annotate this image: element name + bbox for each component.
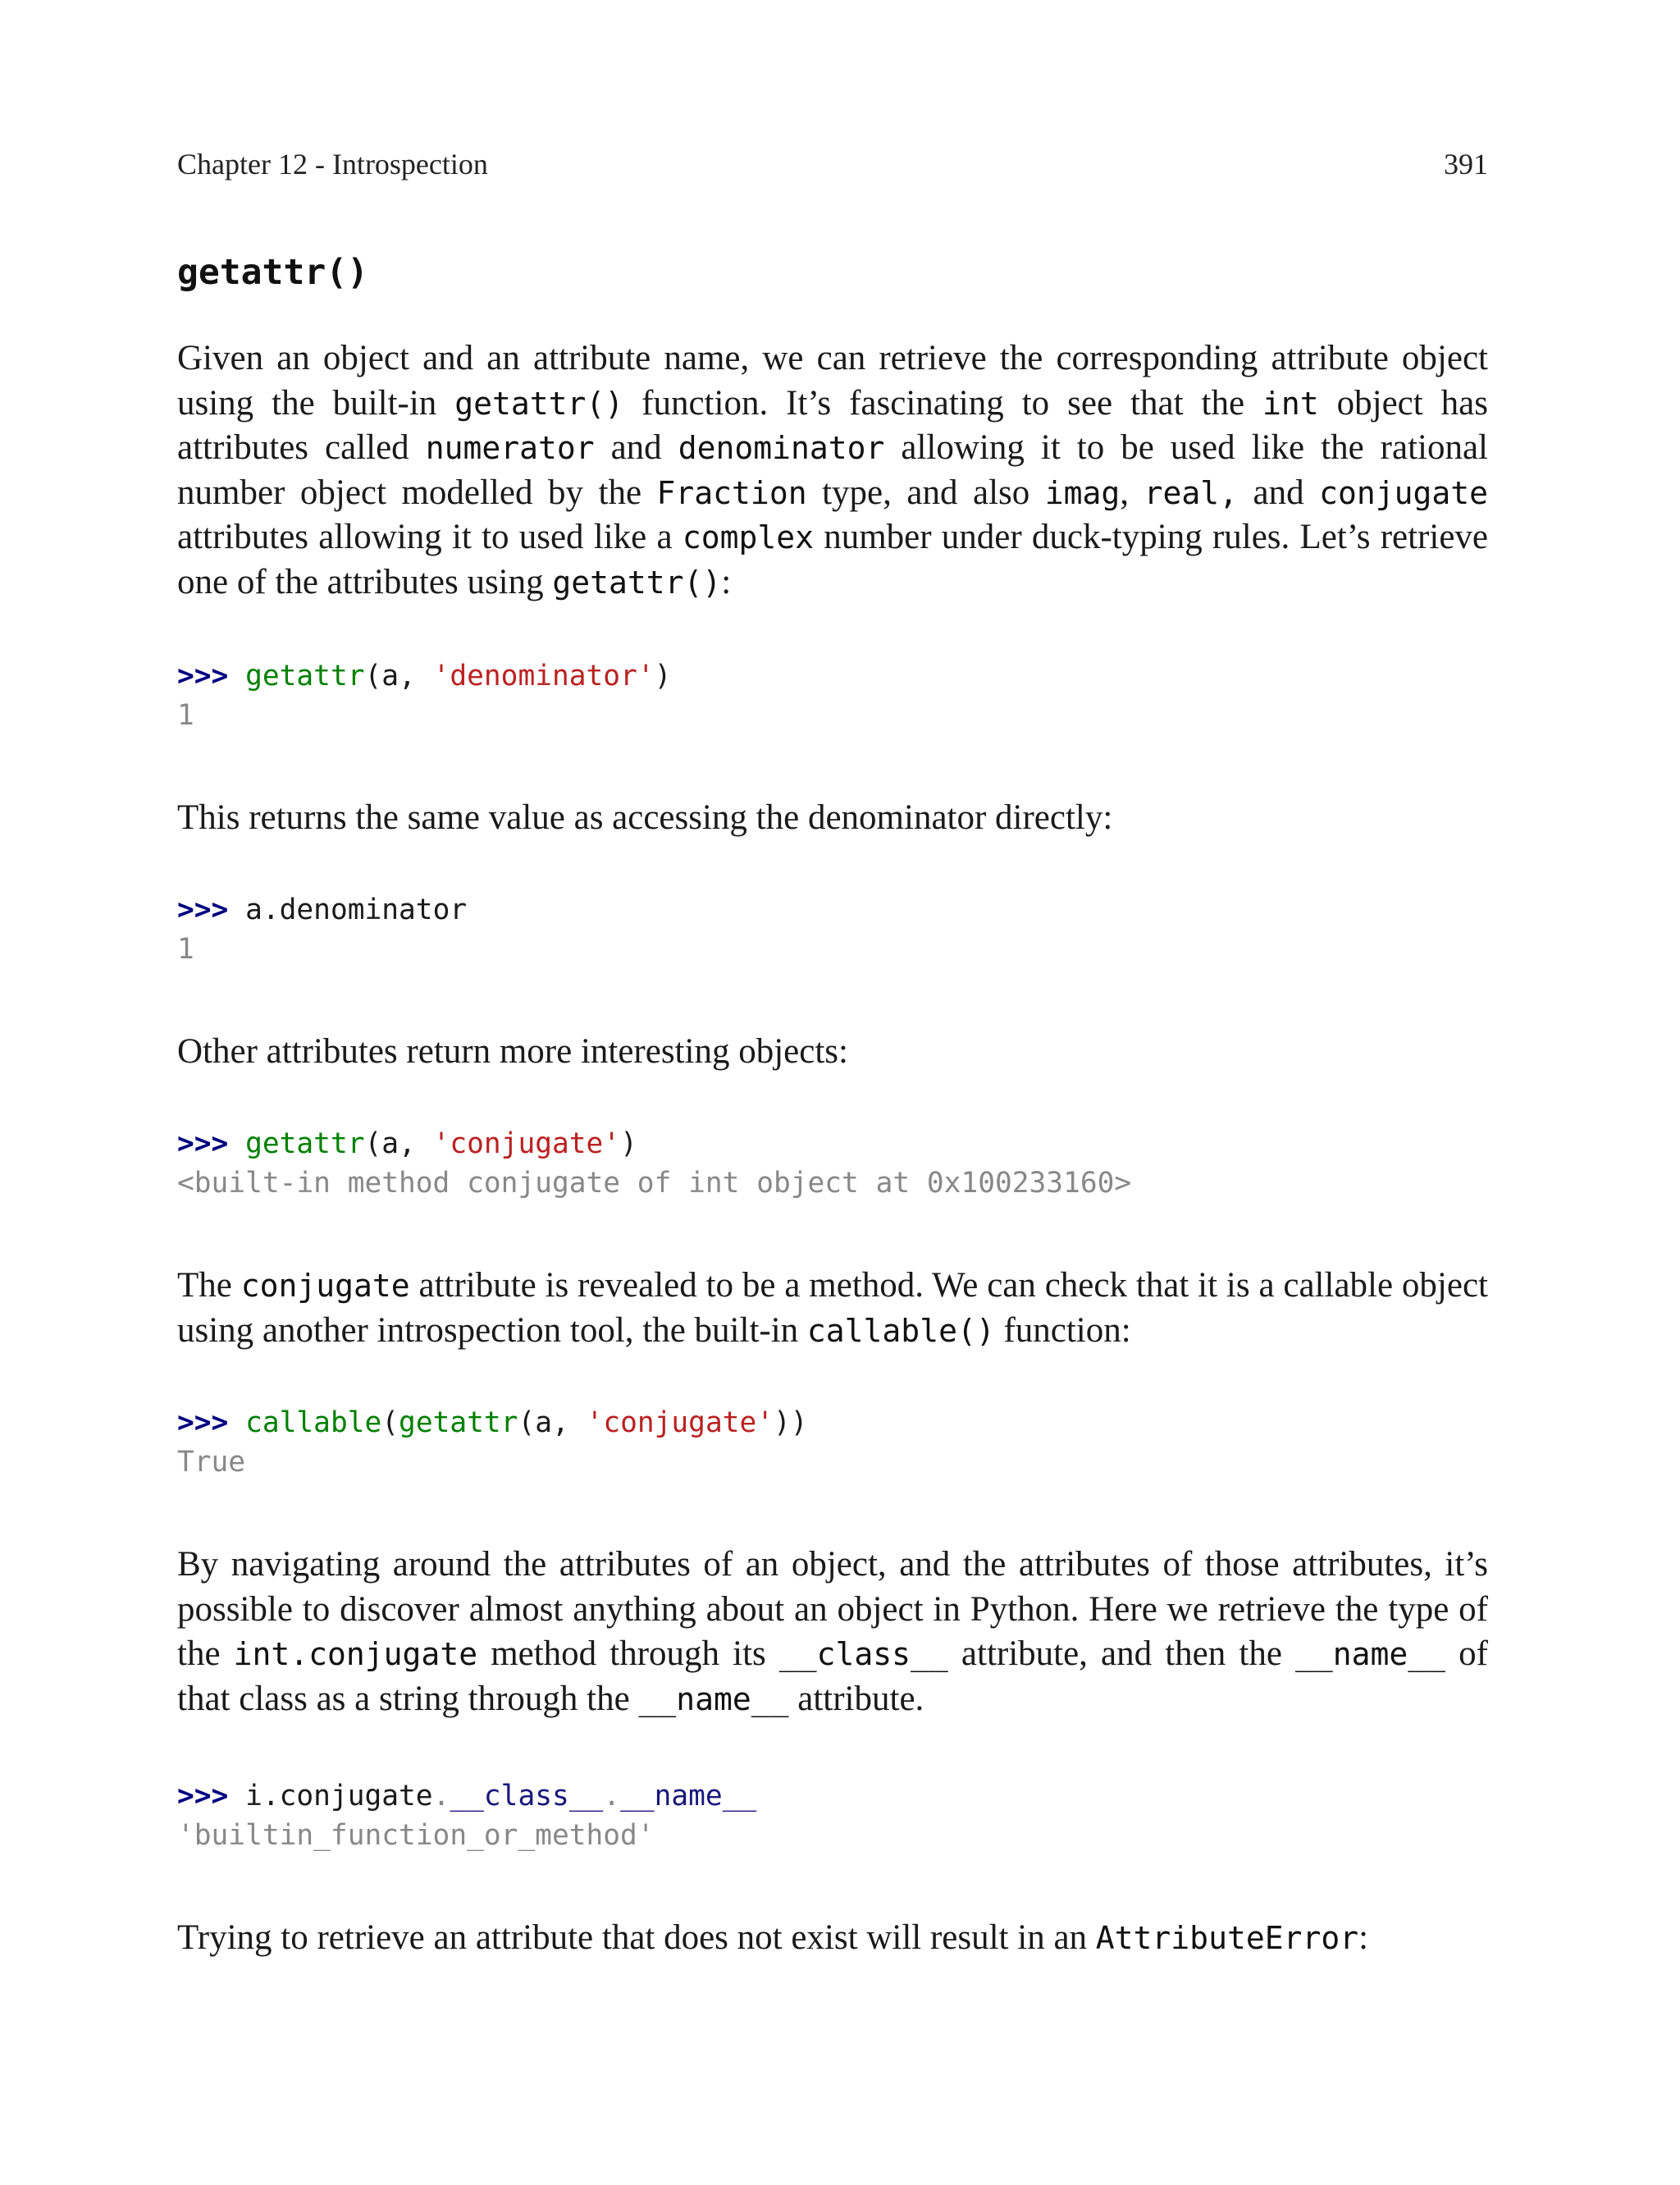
- code-string: 'conjugate': [432, 1127, 621, 1160]
- code-text: .: [603, 1780, 621, 1812]
- code-attribute: __name__: [620, 1780, 757, 1812]
- text-run: allowing it to be used like the rational number object modelled by the: [177, 428, 1488, 512]
- text-run: method through its: [477, 1634, 779, 1673]
- inline-code: real,: [1144, 474, 1238, 511]
- code-output: 1: [177, 933, 194, 966]
- page-number: 391: [1444, 148, 1488, 181]
- code-line: [177, 1776, 756, 1816]
- code-text: (a,: [364, 660, 433, 693]
- text-run: function. It’s fascinating to see that the: [623, 383, 1263, 423]
- inline-code: __class__: [778, 1636, 948, 1672]
- code-block-getattr-denominator: [177, 656, 671, 735]
- repl-prompt: >>>: [177, 1127, 229, 1160]
- paragraph-other-attributes: Other attributes return more interesting objects:: [177, 1032, 848, 1071]
- code-text: ): [620, 1127, 637, 1160]
- text-run: function:: [994, 1310, 1131, 1350]
- text-run: and: [594, 428, 678, 467]
- code-output: 'builtin_function_or_method': [177, 1819, 655, 1852]
- code-text: (a,: [364, 1127, 433, 1160]
- text-run: type, and also: [806, 473, 1045, 512]
- inline-code: denominator: [678, 430, 885, 466]
- inline-code: conjugate: [1319, 474, 1488, 511]
- code-block-getattr-conjugate: [177, 1124, 1131, 1203]
- chapter-title: Chapter 12 - Introspection: [177, 148, 488, 181]
- inline-code: __name__: [638, 1680, 789, 1717]
- text-run: :: [721, 562, 732, 601]
- text-run: By navigating around the attributes of an object, and the attributes of those attributes, it’s possible to discover almost anything about an object in Python. Here we retrieve the type of the: [177, 1545, 1488, 1673]
- inline-code: complex: [682, 519, 814, 555]
- code-line: [177, 1124, 1131, 1163]
- text-run: ,: [1120, 473, 1144, 512]
- code-attribute: __class__: [450, 1780, 604, 1812]
- text-run: attributes allowing it to used like a: [177, 518, 682, 556]
- inline-code: getattr(): [552, 564, 722, 601]
- inline-code: AttributeError: [1095, 1920, 1359, 1956]
- text-run: :: [1358, 1918, 1369, 1957]
- text-run: attribute, and then the: [947, 1634, 1296, 1673]
- text-run: number under duck-typing rules. Let’s retrieve one of the attributes using: [177, 518, 1488, 601]
- repl-prompt: >>>: [177, 1780, 229, 1812]
- code-text: i.conjugate: [245, 1780, 433, 1812]
- repl-prompt: >>>: [177, 660, 229, 693]
- code-text: .: [432, 1780, 450, 1812]
- code-line: [177, 1403, 808, 1442]
- text-run: Trying to retrieve an attribute that does not exist will result in an: [177, 1918, 1096, 1957]
- repl-prompt: >>>: [177, 894, 229, 926]
- code-text: a.denominator: [245, 894, 468, 926]
- paragraph-attribute-error: [177, 1916, 1488, 1961]
- text-run: attribute is revealed to be a method. We can check that it is a callable object using another introspection tool, the built-in: [177, 1266, 1488, 1350]
- code-string: 'denominator': [432, 660, 655, 693]
- code-block-callable: [177, 1403, 808, 1482]
- code-function: getattr: [245, 660, 365, 693]
- code-text: )): [774, 1406, 808, 1439]
- text-run: of that class as a string through the: [177, 1634, 1488, 1718]
- inline-code: int: [1262, 385, 1319, 422]
- paragraph-getattr-intro: [177, 336, 1488, 605]
- code-text: (: [381, 1406, 399, 1439]
- repl-prompt: >>>: [177, 1406, 229, 1439]
- text-run: The: [177, 1266, 241, 1305]
- section-title: getattr(): [177, 252, 368, 293]
- code-line: [177, 656, 671, 696]
- inline-code: imag: [1044, 474, 1121, 511]
- code-function: getattr: [245, 1127, 365, 1160]
- paragraph-navigating-attributes: [177, 1543, 1488, 1721]
- inline-code: __name__: [1295, 1636, 1446, 1672]
- paragraph-denominator: This returns the same value as accessing the denominator directly:: [177, 798, 1113, 837]
- code-output: <built-in method conjugate of int object at 0x100233160>: [177, 1167, 1132, 1200]
- text-run: attribute.: [788, 1679, 924, 1718]
- code-block-denominator: [177, 890, 467, 969]
- code-text: ): [654, 660, 672, 693]
- inline-code: conjugate: [240, 1268, 410, 1304]
- inline-code: callable(): [806, 1312, 995, 1349]
- text-run: object has attributes called: [177, 383, 1488, 467]
- inline-code: getattr(): [454, 385, 624, 422]
- code-output: True: [177, 1446, 246, 1479]
- code-line: [177, 890, 467, 930]
- code-function: callable: [245, 1406, 382, 1439]
- inline-code: int.conjugate: [233, 1636, 478, 1672]
- running-header: [177, 144, 1488, 184]
- code-block-class-name: [177, 1776, 756, 1855]
- code-text: (a,: [518, 1406, 587, 1439]
- inline-code: Fraction: [656, 474, 807, 511]
- text-run: Given an object and an attribute name, we can retrieve the corresponding attribute object using the built-in: [177, 339, 1488, 423]
- code-string: 'conjugate': [586, 1406, 774, 1439]
- paragraph-conjugate-method: [177, 1264, 1488, 1353]
- code-function: getattr: [399, 1406, 518, 1439]
- inline-code: numerator: [425, 430, 595, 466]
- code-output: 1: [177, 699, 194, 732]
- text-run: and: [1237, 473, 1320, 512]
